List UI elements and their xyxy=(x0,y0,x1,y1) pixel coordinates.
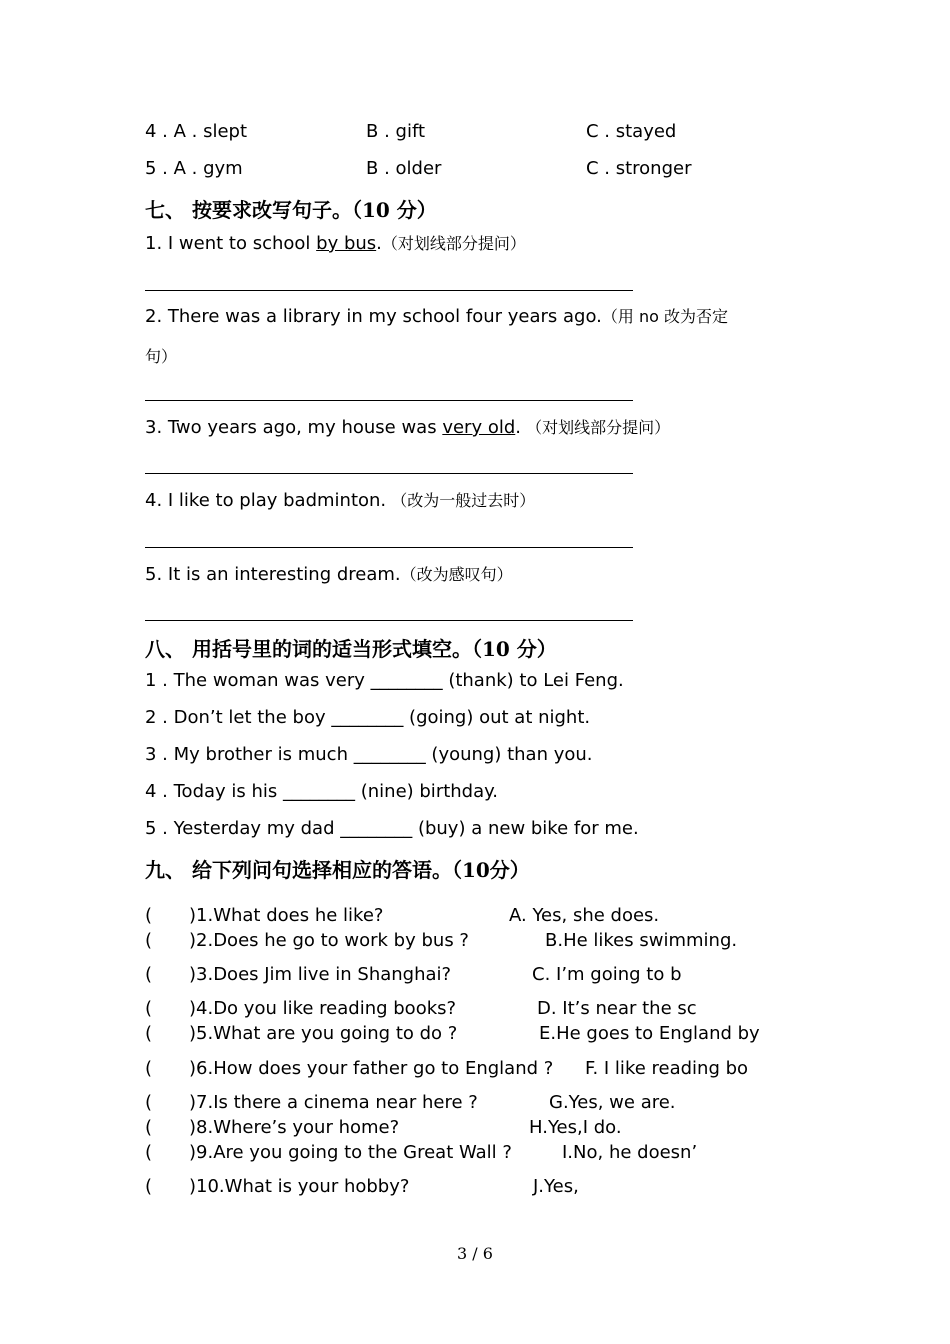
s7-item-2-text: 2. There was a library in my school four years ago. xyxy=(145,306,602,327)
s7-item-3 xyxy=(145,415,670,438)
s9-question-2: )2.Does he go to work by bus ? xyxy=(189,930,469,951)
s7-item-3-post: . xyxy=(515,417,521,438)
s7-item-2 xyxy=(145,304,728,327)
s7-item-5 xyxy=(145,562,513,585)
s9-paren-7[interactable]: ( xyxy=(145,1092,153,1113)
s9-answer-e: E.He goes to England by xyxy=(539,1023,760,1044)
s9-answer-b: B.He likes swimming. xyxy=(545,930,738,951)
s9-question-3: )3.Does Jim live in Shanghai? xyxy=(189,964,452,985)
section8-title: 八、 用括号里的词的适当形式填空。（10 分） xyxy=(145,637,557,661)
s7-item-1-pre: 1. I went to school xyxy=(145,233,317,254)
s7-item-2-note: （用 no 改为否定 xyxy=(601,307,728,326)
s7-item-3-pre: 3. Two years ago, my house was xyxy=(145,417,443,438)
s8-item-4: 4 . Today is his ________ (nine) birthday. xyxy=(145,781,498,802)
s8-item-5: 5 . Yesterday my dad ________ (buy) a new bike for me. xyxy=(145,818,639,839)
s7-item-4-text: 4. I like to play badminton. xyxy=(145,490,387,511)
s9-paren-5[interactable]: ( xyxy=(145,1023,153,1044)
s8-item-2: 2 . Don’t let the boy ________ (going) out at night. xyxy=(145,707,591,728)
s7-item-1 xyxy=(145,231,526,254)
s9-paren-3[interactable]: ( xyxy=(145,964,153,985)
s9-paren-10[interactable]: ( xyxy=(145,1176,153,1197)
s9-answer-h: H.Yes,I do. xyxy=(529,1117,622,1138)
s9-question-10: )10.What is your hobby? xyxy=(189,1176,410,1197)
s9-question-9: )9.Are you going to the Great Wall ? xyxy=(189,1142,512,1163)
s7-item-1-post: . xyxy=(376,233,382,254)
s9-answer-f: F. I like reading bo xyxy=(585,1058,749,1079)
s9-answer-d: D. It’s near the sc xyxy=(537,998,697,1019)
s7-item-4-note: （改为一般过去时） xyxy=(386,491,536,510)
choice-5-b: B . older xyxy=(366,158,442,179)
s7-item-1-underlined: by bus xyxy=(316,233,377,254)
choice-4-b: B . gift xyxy=(366,121,426,142)
s9-paren-8[interactable]: ( xyxy=(145,1117,153,1138)
s9-answer-c: C. I’m going to b xyxy=(532,964,682,985)
s7-item-3-note: （对划线部分提问） xyxy=(521,418,671,437)
s7-item-5-note: （改为感叹句） xyxy=(400,565,513,584)
answer-line-1[interactable] xyxy=(145,290,633,291)
s8-item-1: 1 . The woman was very ________ (thank) to Lei Feng. xyxy=(145,670,624,691)
s9-answer-i: I.No, he doesn’ xyxy=(562,1142,698,1163)
answer-line-3[interactable] xyxy=(145,473,633,474)
s9-paren-1[interactable]: ( xyxy=(145,905,153,926)
section7-title: 七、 按要求改写句子。（10 分） xyxy=(145,198,437,222)
choice-5-a: 5 . A . gym xyxy=(145,158,243,179)
s7-item-1-note: （对划线部分提问） xyxy=(381,234,526,253)
s9-answer-a: A. Yes, she does. xyxy=(509,905,660,926)
s9-paren-6[interactable]: ( xyxy=(145,1058,153,1079)
s9-paren-9[interactable]: ( xyxy=(145,1142,153,1163)
s9-paren-2[interactable]: ( xyxy=(145,930,153,951)
answer-line-2[interactable] xyxy=(145,400,633,401)
s7-item-3-underlined: very old xyxy=(442,417,516,438)
s7-item-4 xyxy=(145,488,535,511)
choice-4-a: 4 . A . slept xyxy=(145,121,248,142)
s9-question-1: )1.What does he like? xyxy=(189,905,384,926)
s9-question-7: )7.Is there a cinema near here ? xyxy=(189,1092,478,1113)
s9-question-8: )8.Where’s your home? xyxy=(189,1117,400,1138)
s7-item-5-text: 5. It is an interesting dream. xyxy=(145,564,401,585)
answer-line-5[interactable] xyxy=(145,620,633,621)
section9-title: 九、 给下列问句选择相应的答语。（10分） xyxy=(145,858,530,882)
answer-line-4[interactable] xyxy=(145,547,633,548)
choice-4-c: C . stayed xyxy=(586,121,677,142)
choice-5-c: C . stronger xyxy=(586,158,692,179)
page-number: 3 / 6 xyxy=(457,1244,493,1263)
s9-question-6: )6.How does your father go to England ? xyxy=(189,1058,554,1079)
s9-paren-4[interactable]: ( xyxy=(145,998,153,1019)
s8-item-3: 3 . My brother is much ________ (young) than you. xyxy=(145,744,593,765)
s9-answer-j: J.Yes, xyxy=(533,1176,579,1197)
s7-item-2-note-cont: 句） xyxy=(145,347,178,366)
s9-question-4: )4.Do you like reading books? xyxy=(189,998,457,1019)
s9-answer-g: G.Yes, we are. xyxy=(549,1092,676,1113)
s9-question-5: )5.What are you going to do ? xyxy=(189,1023,458,1044)
